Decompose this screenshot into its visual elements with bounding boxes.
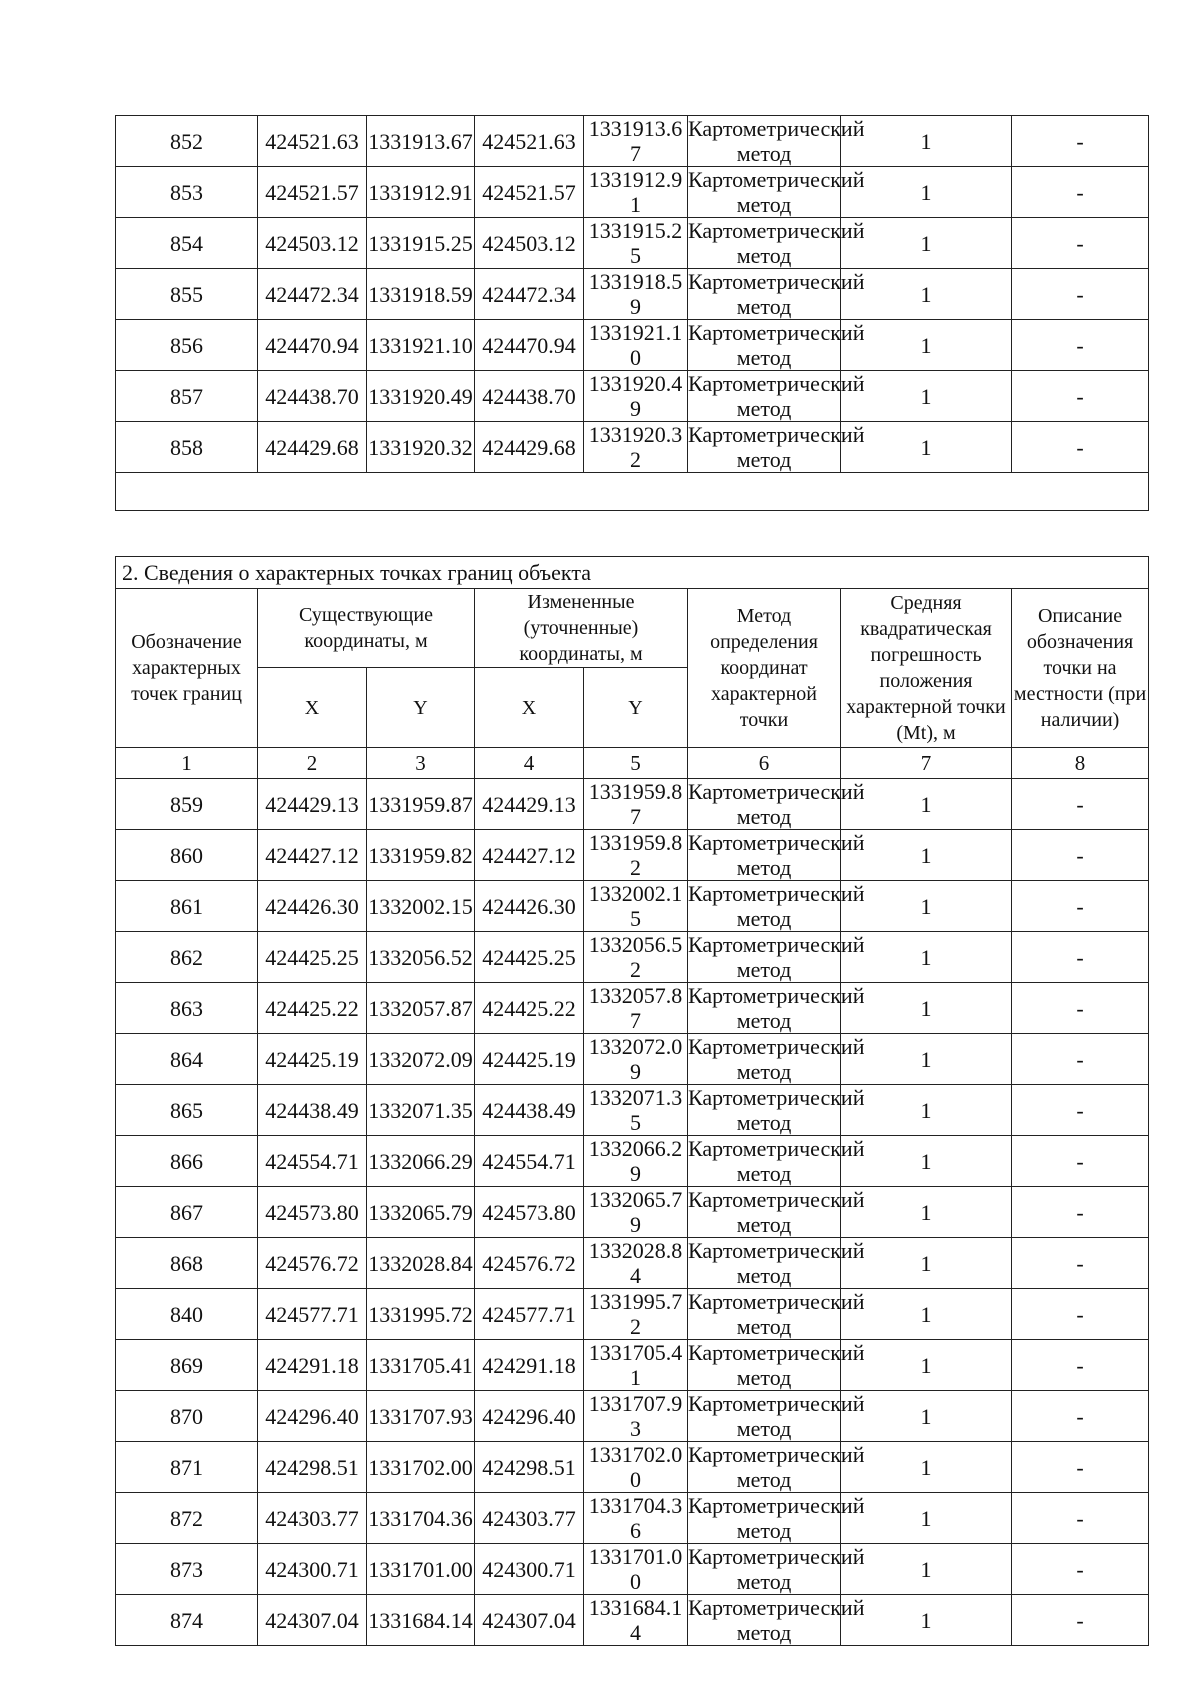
y-changed-value: 1331920.49 bbox=[588, 371, 683, 421]
table-row bbox=[116, 1493, 1149, 1544]
table-row bbox=[116, 779, 1149, 830]
x-changed-cell: 424426.30 bbox=[475, 881, 584, 932]
method-cell: Картометрический метод bbox=[688, 320, 865, 370]
y-existing-value: 1331959.87 bbox=[368, 791, 473, 817]
y-existing-cell bbox=[367, 371, 475, 422]
mt-cell: 1 bbox=[841, 1544, 1012, 1595]
point-number-cell: 858 bbox=[116, 422, 258, 473]
x-changed-cell: 424425.22 bbox=[475, 983, 584, 1034]
x-existing-cell: 424472.34 bbox=[258, 269, 367, 320]
mt-cell: 1 bbox=[841, 1289, 1012, 1340]
y-changed-cell bbox=[584, 1493, 688, 1544]
header-y-existing: Y bbox=[367, 668, 475, 748]
y-existing-value: 1331921.10 bbox=[368, 332, 473, 358]
method-cell: Картометрический метод bbox=[688, 932, 865, 982]
mt-cell: 1 bbox=[841, 932, 1012, 983]
x-existing-cell: 424427.12 bbox=[258, 830, 367, 881]
column-number: 5 bbox=[584, 748, 688, 779]
points-table-continued bbox=[115, 115, 1149, 511]
y-existing-cell bbox=[367, 1136, 475, 1187]
x-changed-cell: 424303.77 bbox=[475, 1493, 584, 1544]
table-row bbox=[116, 116, 1149, 167]
y-changed-cell bbox=[584, 320, 688, 371]
y-changed-value: 1331913.67 bbox=[588, 116, 683, 166]
x-changed-cell: 424425.19 bbox=[475, 1034, 584, 1085]
y-existing-value: 1331913.67 bbox=[368, 128, 473, 154]
mt-cell: 1 bbox=[841, 1187, 1012, 1238]
y-changed-value: 1332072.09 bbox=[588, 1034, 683, 1084]
y-changed-value: 1331707.93 bbox=[588, 1391, 683, 1441]
y-existing-value: 1331959.82 bbox=[368, 842, 473, 868]
y-changed-value: 1332065.79 bbox=[588, 1187, 683, 1237]
y-existing-value: 1332066.29 bbox=[368, 1148, 473, 1174]
table-row bbox=[116, 983, 1149, 1034]
description-cell: - bbox=[1012, 1595, 1149, 1646]
mt-cell: 1 bbox=[841, 1136, 1012, 1187]
table-row bbox=[116, 932, 1149, 983]
point-number-cell: 856 bbox=[116, 320, 258, 371]
y-existing-cell bbox=[367, 1085, 475, 1136]
y-existing-value: 1331920.49 bbox=[368, 383, 473, 409]
description-cell: - bbox=[1012, 269, 1149, 320]
y-changed-cell bbox=[584, 1340, 688, 1391]
y-existing-value: 1331920.32 bbox=[368, 434, 473, 460]
y-existing-value: 1332057.87 bbox=[368, 995, 473, 1021]
y-changed-value: 1332057.87 bbox=[588, 983, 683, 1033]
y-existing-value: 1332072.09 bbox=[368, 1046, 473, 1072]
y-changed-cell bbox=[584, 1034, 688, 1085]
y-existing-cell bbox=[367, 218, 475, 269]
column-number: 3 bbox=[367, 748, 475, 779]
point-number-cell: 853 bbox=[116, 167, 258, 218]
method-cell: Картометрический метод bbox=[688, 1391, 865, 1441]
y-changed-value: 1331920.32 bbox=[588, 422, 683, 472]
x-existing-cell: 424554.71 bbox=[258, 1136, 367, 1187]
point-number-cell: 859 bbox=[116, 779, 258, 830]
x-existing-cell: 424425.25 bbox=[258, 932, 367, 983]
table-title: 2. Сведения о характерных точках границ объекта bbox=[116, 557, 1149, 589]
x-existing-cell: 424573.80 bbox=[258, 1187, 367, 1238]
x-changed-cell: 424429.68 bbox=[475, 422, 584, 473]
point-number-cell: 865 bbox=[116, 1085, 258, 1136]
y-existing-cell bbox=[367, 116, 475, 167]
x-existing-cell: 424577.71 bbox=[258, 1289, 367, 1340]
table-row bbox=[116, 1595, 1149, 1646]
x-changed-cell: 424503.12 bbox=[475, 218, 584, 269]
y-existing-value: 1331918.59 bbox=[368, 281, 473, 307]
table-row bbox=[116, 1289, 1149, 1340]
point-number-cell: 870 bbox=[116, 1391, 258, 1442]
y-changed-value: 1331921.10 bbox=[588, 320, 683, 370]
y-changed-cell bbox=[584, 1289, 688, 1340]
y-existing-cell bbox=[367, 779, 475, 830]
point-number-cell: 852 bbox=[116, 116, 258, 167]
mt-cell: 1 bbox=[841, 167, 1012, 218]
method-cell: Картометрический метод bbox=[688, 1187, 865, 1237]
description-cell: - bbox=[1012, 1187, 1149, 1238]
x-changed-cell: 424521.57 bbox=[475, 167, 584, 218]
x-existing-cell: 424429.68 bbox=[258, 422, 367, 473]
x-existing-cell: 424576.72 bbox=[258, 1238, 367, 1289]
method-cell: Картометрический метод bbox=[688, 218, 865, 268]
description-cell: - bbox=[1012, 1289, 1149, 1340]
header-x-existing: X bbox=[258, 668, 367, 748]
table-row bbox=[116, 881, 1149, 932]
x-changed-cell: 424472.34 bbox=[475, 269, 584, 320]
x-changed-cell: 424427.12 bbox=[475, 830, 584, 881]
point-number-cell: 866 bbox=[116, 1136, 258, 1187]
method-cell: Картометрический метод bbox=[688, 1595, 865, 1645]
y-existing-cell bbox=[367, 983, 475, 1034]
y-existing-cell bbox=[367, 1595, 475, 1646]
y-changed-value: 1332056.52 bbox=[588, 932, 683, 982]
description-cell: - bbox=[1012, 320, 1149, 371]
x-existing-cell: 424291.18 bbox=[258, 1340, 367, 1391]
y-changed-value: 1332071.35 bbox=[588, 1085, 683, 1135]
x-existing-cell: 424296.40 bbox=[258, 1391, 367, 1442]
y-changed-value: 1331959.87 bbox=[588, 779, 683, 829]
y-changed-cell bbox=[584, 1187, 688, 1238]
method-cell: Картометрический метод bbox=[688, 1442, 865, 1492]
description-cell: - bbox=[1012, 983, 1149, 1034]
x-changed-cell: 424429.13 bbox=[475, 779, 584, 830]
point-number-cell: 864 bbox=[116, 1034, 258, 1085]
y-changed-cell bbox=[584, 167, 688, 218]
y-changed-cell bbox=[584, 932, 688, 983]
method-cell: Картометрический метод bbox=[688, 1340, 865, 1390]
y-changed-cell bbox=[584, 1595, 688, 1646]
y-changed-cell bbox=[584, 983, 688, 1034]
mt-cell: 1 bbox=[841, 830, 1012, 881]
y-existing-cell bbox=[367, 1544, 475, 1595]
description-cell: - bbox=[1012, 881, 1149, 932]
y-changed-cell bbox=[584, 830, 688, 881]
x-existing-cell: 424303.77 bbox=[258, 1493, 367, 1544]
point-number-cell: 840 bbox=[116, 1289, 258, 1340]
y-changed-cell bbox=[584, 422, 688, 473]
y-existing-cell bbox=[367, 1391, 475, 1442]
table-row bbox=[116, 218, 1149, 269]
method-cell: Картометрический метод bbox=[688, 371, 865, 421]
y-existing-value: 1331707.93 bbox=[368, 1403, 473, 1429]
table-row bbox=[116, 167, 1149, 218]
y-changed-cell bbox=[584, 269, 688, 320]
mt-cell: 1 bbox=[841, 1340, 1012, 1391]
y-changed-cell bbox=[584, 779, 688, 830]
table-row bbox=[116, 1340, 1149, 1391]
mt-cell: 1 bbox=[841, 1442, 1012, 1493]
x-existing-cell: 424300.71 bbox=[258, 1544, 367, 1595]
x-existing-cell: 424438.70 bbox=[258, 371, 367, 422]
y-changed-value: 1332028.84 bbox=[588, 1238, 683, 1288]
y-existing-cell bbox=[367, 320, 475, 371]
point-number-cell: 871 bbox=[116, 1442, 258, 1493]
table-row bbox=[116, 1187, 1149, 1238]
table-row bbox=[116, 1085, 1149, 1136]
point-number-cell: 861 bbox=[116, 881, 258, 932]
y-changed-value: 1331918.59 bbox=[588, 269, 683, 319]
y-existing-cell bbox=[367, 1034, 475, 1085]
header-method: Метод определения координат характерной точки bbox=[688, 589, 841, 748]
header-x-changed: X bbox=[475, 668, 584, 748]
table-row bbox=[116, 371, 1149, 422]
column-number: 8 bbox=[1012, 748, 1149, 779]
method-cell: Картометрический метод bbox=[688, 116, 865, 166]
method-cell: Картометрический метод bbox=[688, 983, 865, 1033]
table-row bbox=[116, 830, 1149, 881]
table-row bbox=[116, 1391, 1149, 1442]
header-changed-coords: Измененные (уточненные) координаты, м bbox=[475, 589, 688, 668]
header-existing-coords: Существующие координаты, м bbox=[258, 589, 475, 668]
y-changed-cell bbox=[584, 1085, 688, 1136]
y-changed-value: 1332002.15 bbox=[588, 881, 683, 931]
x-existing-cell: 424438.49 bbox=[258, 1085, 367, 1136]
x-changed-cell: 424554.71 bbox=[475, 1136, 584, 1187]
description-cell: - bbox=[1012, 167, 1149, 218]
y-changed-value: 1331959.82 bbox=[588, 830, 683, 880]
point-number-cell: 854 bbox=[116, 218, 258, 269]
mt-cell: 1 bbox=[841, 1391, 1012, 1442]
point-number-cell: 867 bbox=[116, 1187, 258, 1238]
description-cell: - bbox=[1012, 218, 1149, 269]
y-existing-value: 1331912.91 bbox=[368, 179, 473, 205]
x-changed-cell: 424438.49 bbox=[475, 1085, 584, 1136]
description-cell: - bbox=[1012, 1085, 1149, 1136]
y-existing-value: 1332071.35 bbox=[368, 1097, 473, 1123]
x-existing-cell: 424425.22 bbox=[258, 983, 367, 1034]
method-cell: Картометрический метод bbox=[688, 1238, 865, 1288]
method-cell: Картометрический метод bbox=[688, 1289, 865, 1339]
column-number: 4 bbox=[475, 748, 584, 779]
header-designation: Обозначение характерных точек границ bbox=[116, 589, 258, 748]
y-existing-value: 1332056.52 bbox=[368, 944, 473, 970]
mt-cell: 1 bbox=[841, 218, 1012, 269]
description-cell: - bbox=[1012, 371, 1149, 422]
y-changed-value: 1331912.91 bbox=[588, 167, 683, 217]
y-existing-value: 1331702.00 bbox=[368, 1454, 473, 1480]
y-existing-cell bbox=[367, 1493, 475, 1544]
table-row bbox=[116, 1136, 1149, 1187]
mt-cell: 1 bbox=[841, 320, 1012, 371]
y-existing-cell bbox=[367, 167, 475, 218]
boundary-points-table-body bbox=[116, 779, 1149, 1646]
y-existing-value: 1332028.84 bbox=[368, 1250, 473, 1276]
x-changed-cell: 424521.63 bbox=[475, 116, 584, 167]
method-cell: Картометрический метод bbox=[688, 422, 865, 472]
y-existing-cell bbox=[367, 1238, 475, 1289]
description-cell: - bbox=[1012, 779, 1149, 830]
method-cell: Картометрический метод bbox=[688, 1493, 865, 1543]
point-number-cell: 860 bbox=[116, 830, 258, 881]
mt-cell: 1 bbox=[841, 422, 1012, 473]
x-changed-cell: 424576.72 bbox=[475, 1238, 584, 1289]
description-cell: - bbox=[1012, 1544, 1149, 1595]
description-cell: - bbox=[1012, 1034, 1149, 1085]
y-existing-value: 1331704.36 bbox=[368, 1505, 473, 1531]
mt-cell: 1 bbox=[841, 1238, 1012, 1289]
mt-cell: 1 bbox=[841, 779, 1012, 830]
mt-cell: 1 bbox=[841, 269, 1012, 320]
method-cell: Картометрический метод bbox=[688, 167, 865, 217]
method-cell: Картометрический метод bbox=[688, 1136, 865, 1186]
column-number: 1 bbox=[116, 748, 258, 779]
y-changed-cell bbox=[584, 1442, 688, 1493]
column-number: 6 bbox=[688, 748, 841, 779]
point-number-cell: 872 bbox=[116, 1493, 258, 1544]
column-number: 7 bbox=[841, 748, 1012, 779]
x-changed-cell: 424438.70 bbox=[475, 371, 584, 422]
point-number-cell: 873 bbox=[116, 1544, 258, 1595]
description-cell: - bbox=[1012, 1340, 1149, 1391]
method-cell: Картометрический метод bbox=[688, 1034, 865, 1084]
method-cell: Картометрический метод bbox=[688, 1544, 865, 1594]
point-number-cell: 857 bbox=[116, 371, 258, 422]
point-number-cell: 869 bbox=[116, 1340, 258, 1391]
table-row bbox=[116, 269, 1149, 320]
method-cell: Картометрический метод bbox=[688, 881, 865, 931]
y-changed-cell bbox=[584, 1391, 688, 1442]
y-changed-value: 1331684.14 bbox=[588, 1595, 683, 1645]
y-changed-value: 1331704.36 bbox=[588, 1493, 683, 1543]
column-number: 2 bbox=[258, 748, 367, 779]
y-changed-value: 1331995.72 bbox=[588, 1289, 683, 1339]
x-existing-cell: 424429.13 bbox=[258, 779, 367, 830]
y-existing-cell bbox=[367, 1442, 475, 1493]
y-existing-cell bbox=[367, 1289, 475, 1340]
mt-cell: 1 bbox=[841, 1493, 1012, 1544]
table-row bbox=[116, 1034, 1149, 1085]
table-row bbox=[116, 1238, 1149, 1289]
description-cell: - bbox=[1012, 116, 1149, 167]
mt-cell: 1 bbox=[841, 1595, 1012, 1646]
method-cell: Картометрический метод bbox=[688, 269, 865, 319]
x-changed-cell: 424300.71 bbox=[475, 1544, 584, 1595]
y-changed-cell bbox=[584, 218, 688, 269]
x-changed-cell: 424573.80 bbox=[475, 1187, 584, 1238]
x-existing-cell: 424470.94 bbox=[258, 320, 367, 371]
point-number-cell: 868 bbox=[116, 1238, 258, 1289]
x-changed-cell: 424425.25 bbox=[475, 932, 584, 983]
x-existing-cell: 424426.30 bbox=[258, 881, 367, 932]
point-number-cell: 855 bbox=[116, 269, 258, 320]
description-cell: - bbox=[1012, 932, 1149, 983]
x-existing-cell: 424503.12 bbox=[258, 218, 367, 269]
mt-cell: 1 bbox=[841, 371, 1012, 422]
x-changed-cell: 424307.04 bbox=[475, 1595, 584, 1646]
y-changed-cell bbox=[584, 1544, 688, 1595]
x-changed-cell: 424291.18 bbox=[475, 1340, 584, 1391]
description-cell: - bbox=[1012, 830, 1149, 881]
x-existing-cell: 424298.51 bbox=[258, 1442, 367, 1493]
y-existing-cell bbox=[367, 422, 475, 473]
y-changed-cell bbox=[584, 881, 688, 932]
y-existing-value: 1332065.79 bbox=[368, 1199, 473, 1225]
y-existing-value: 1331701.00 bbox=[368, 1556, 473, 1582]
description-cell: - bbox=[1012, 1442, 1149, 1493]
y-existing-value: 1332002.15 bbox=[368, 893, 473, 919]
x-changed-cell: 424296.40 bbox=[475, 1391, 584, 1442]
y-existing-cell bbox=[367, 269, 475, 320]
description-cell: - bbox=[1012, 1391, 1149, 1442]
table-row bbox=[116, 1544, 1149, 1595]
y-changed-cell bbox=[584, 1238, 688, 1289]
mt-cell: 1 bbox=[841, 881, 1012, 932]
x-changed-cell: 424470.94 bbox=[475, 320, 584, 371]
points-table-continued-body bbox=[116, 116, 1149, 473]
point-number-cell: 863 bbox=[116, 983, 258, 1034]
mt-cell: 1 bbox=[841, 983, 1012, 1034]
x-existing-cell: 424521.57 bbox=[258, 167, 367, 218]
description-cell: - bbox=[1012, 1136, 1149, 1187]
mt-cell: 1 bbox=[841, 1085, 1012, 1136]
x-changed-cell: 424298.51 bbox=[475, 1442, 584, 1493]
point-number-cell: 862 bbox=[116, 932, 258, 983]
method-cell: Картометрический метод bbox=[688, 779, 865, 829]
header-y-changed: Y bbox=[584, 668, 688, 748]
mt-cell: 1 bbox=[841, 116, 1012, 167]
point-number-cell: 874 bbox=[116, 1595, 258, 1646]
table-row bbox=[116, 422, 1149, 473]
y-existing-cell bbox=[367, 932, 475, 983]
mt-cell: 1 bbox=[841, 1034, 1012, 1085]
y-existing-value: 1331705.41 bbox=[368, 1352, 473, 1378]
x-existing-cell: 424307.04 bbox=[258, 1595, 367, 1646]
method-cell: Картометрический метод bbox=[688, 830, 865, 880]
description-cell: - bbox=[1012, 422, 1149, 473]
y-changed-cell bbox=[584, 1136, 688, 1187]
boundary-points-table bbox=[115, 556, 1149, 1646]
y-existing-value: 1331995.72 bbox=[368, 1301, 473, 1327]
description-cell: - bbox=[1012, 1238, 1149, 1289]
y-changed-cell bbox=[584, 116, 688, 167]
y-changed-value: 1331702.00 bbox=[588, 1442, 683, 1492]
y-existing-value: 1331915.25 bbox=[368, 230, 473, 256]
column-numbers-row bbox=[116, 748, 1149, 779]
y-existing-cell bbox=[367, 1187, 475, 1238]
header-description: Описание обозначения точки на местности (при наличии) bbox=[1012, 589, 1149, 748]
x-changed-cell: 424577.71 bbox=[475, 1289, 584, 1340]
y-changed-value: 1331701.00 bbox=[588, 1544, 683, 1594]
table-row bbox=[116, 320, 1149, 371]
table-row bbox=[116, 1442, 1149, 1493]
x-existing-cell: 424425.19 bbox=[258, 1034, 367, 1085]
y-existing-value: 1331684.14 bbox=[368, 1607, 473, 1633]
header-mt: Средняя квадратическая погрешность положения характерной точки (Mt), м bbox=[841, 589, 1012, 748]
empty-row bbox=[116, 473, 1149, 511]
description-cell: - bbox=[1012, 1493, 1149, 1544]
y-changed-value: 1332066.29 bbox=[588, 1136, 683, 1186]
method-cell: Картометрический метод bbox=[688, 1085, 865, 1135]
y-existing-cell bbox=[367, 881, 475, 932]
x-existing-cell: 424521.63 bbox=[258, 116, 367, 167]
empty-cell bbox=[116, 473, 1149, 511]
y-changed-value: 1331705.41 bbox=[588, 1340, 683, 1390]
y-existing-cell bbox=[367, 830, 475, 881]
y-changed-cell bbox=[584, 371, 688, 422]
y-changed-value: 1331915.25 bbox=[588, 218, 683, 268]
y-existing-cell bbox=[367, 1340, 475, 1391]
